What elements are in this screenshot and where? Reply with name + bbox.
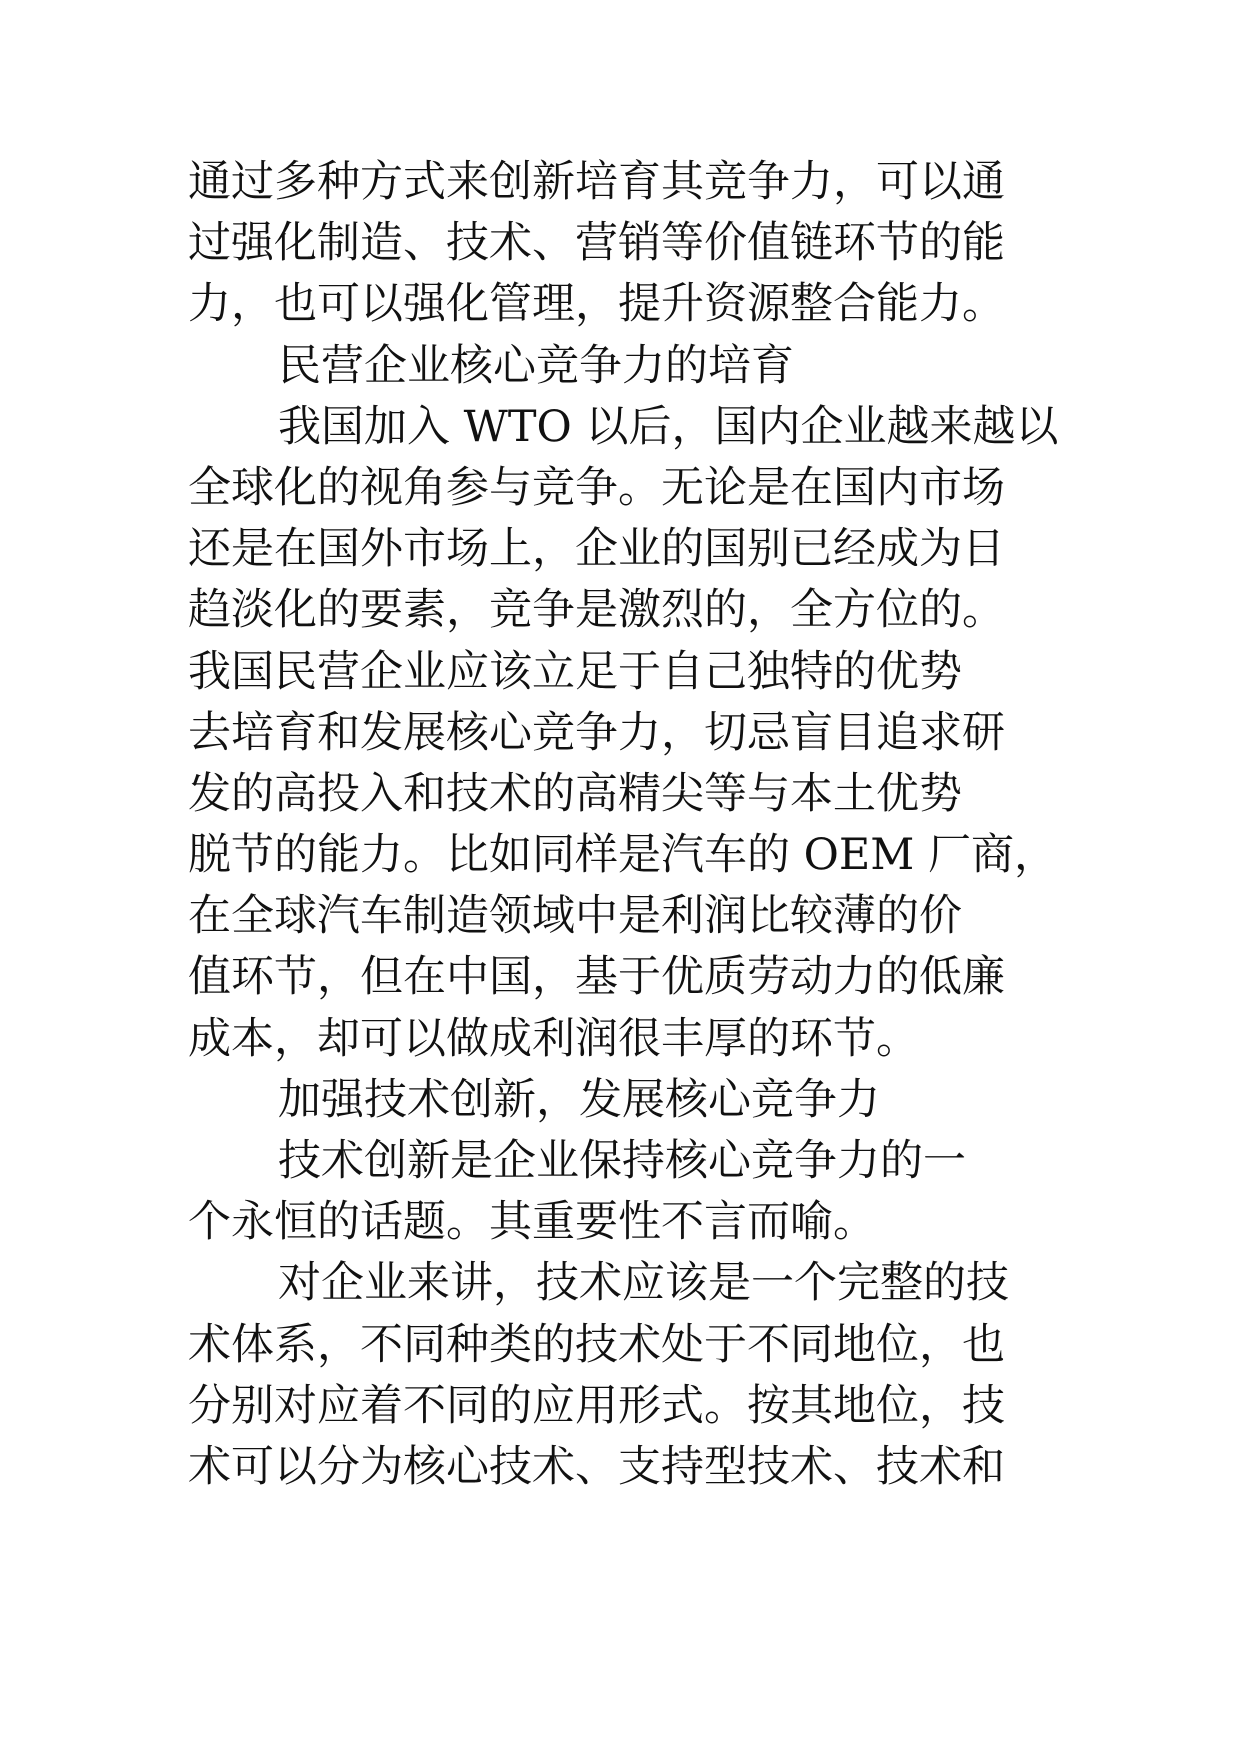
text-line: 脱节的能力。比如同样是汽车的 OEM 厂商， — [188, 830, 1058, 881]
text-line: 力，也可以强化管理，提升资源整合能力。 — [188, 279, 1005, 330]
text-line: 成本，却可以做成利润很丰厚的环节。 — [188, 1013, 919, 1064]
text-line: 术体系，不同种类的技术处于不同地位，也 — [188, 1319, 1005, 1370]
text-line: 我国民营企业应该立足于自己独特的优势 — [188, 646, 962, 697]
body-text — [188, 152, 1088, 1498]
section-heading: 加强技术创新，发展核心竞争力 — [278, 1074, 880, 1125]
text-line: 还是在国外市场上，企业的国别已经成为日 — [188, 524, 1005, 575]
section-heading: 民营企业核心竞争力的培育 — [278, 340, 794, 391]
text-line: 在全球汽车制造领域中是利润比较薄的价 — [188, 891, 962, 942]
text-line: 全球化的视角参与竞争。无论是在国内市场 — [188, 462, 1005, 513]
text-line: 个永恒的话题。其重要性不言而喻。 — [188, 1197, 876, 1248]
paragraph-start-line: 对企业来讲，技术应该是一个完整的技 — [278, 1258, 1009, 1309]
paragraph-start-line: 技术创新是企业保持核心竞争力的一 — [278, 1136, 966, 1186]
text-line: 通过多种方式来创新培育其竞争力，可以通 — [188, 157, 1005, 207]
text-line: 值环节，但在中国，基于优质劳动力的低廉 — [188, 952, 1005, 1003]
text-line: 趋淡化的要素，竞争是激烈的，全方位的。 — [188, 585, 1005, 636]
text-line: 术可以分为核心技术、支持型技术、技术和 — [188, 1441, 1005, 1492]
text-line: 分别对应着不同的应用形式。按其地位，技 — [188, 1380, 1005, 1431]
paragraph-start-line: 我国加入 WTO 以后，国内企业越来越以 — [278, 401, 1059, 452]
text-line: 发的高投入和技术的高精尖等与本土优势 — [188, 768, 962, 819]
text-line: 过强化制造、技术、营销等价值链环节的能 — [188, 218, 1005, 269]
text-line: 去培育和发展核心竞争力，切忌盲目追求研 — [188, 707, 1005, 758]
